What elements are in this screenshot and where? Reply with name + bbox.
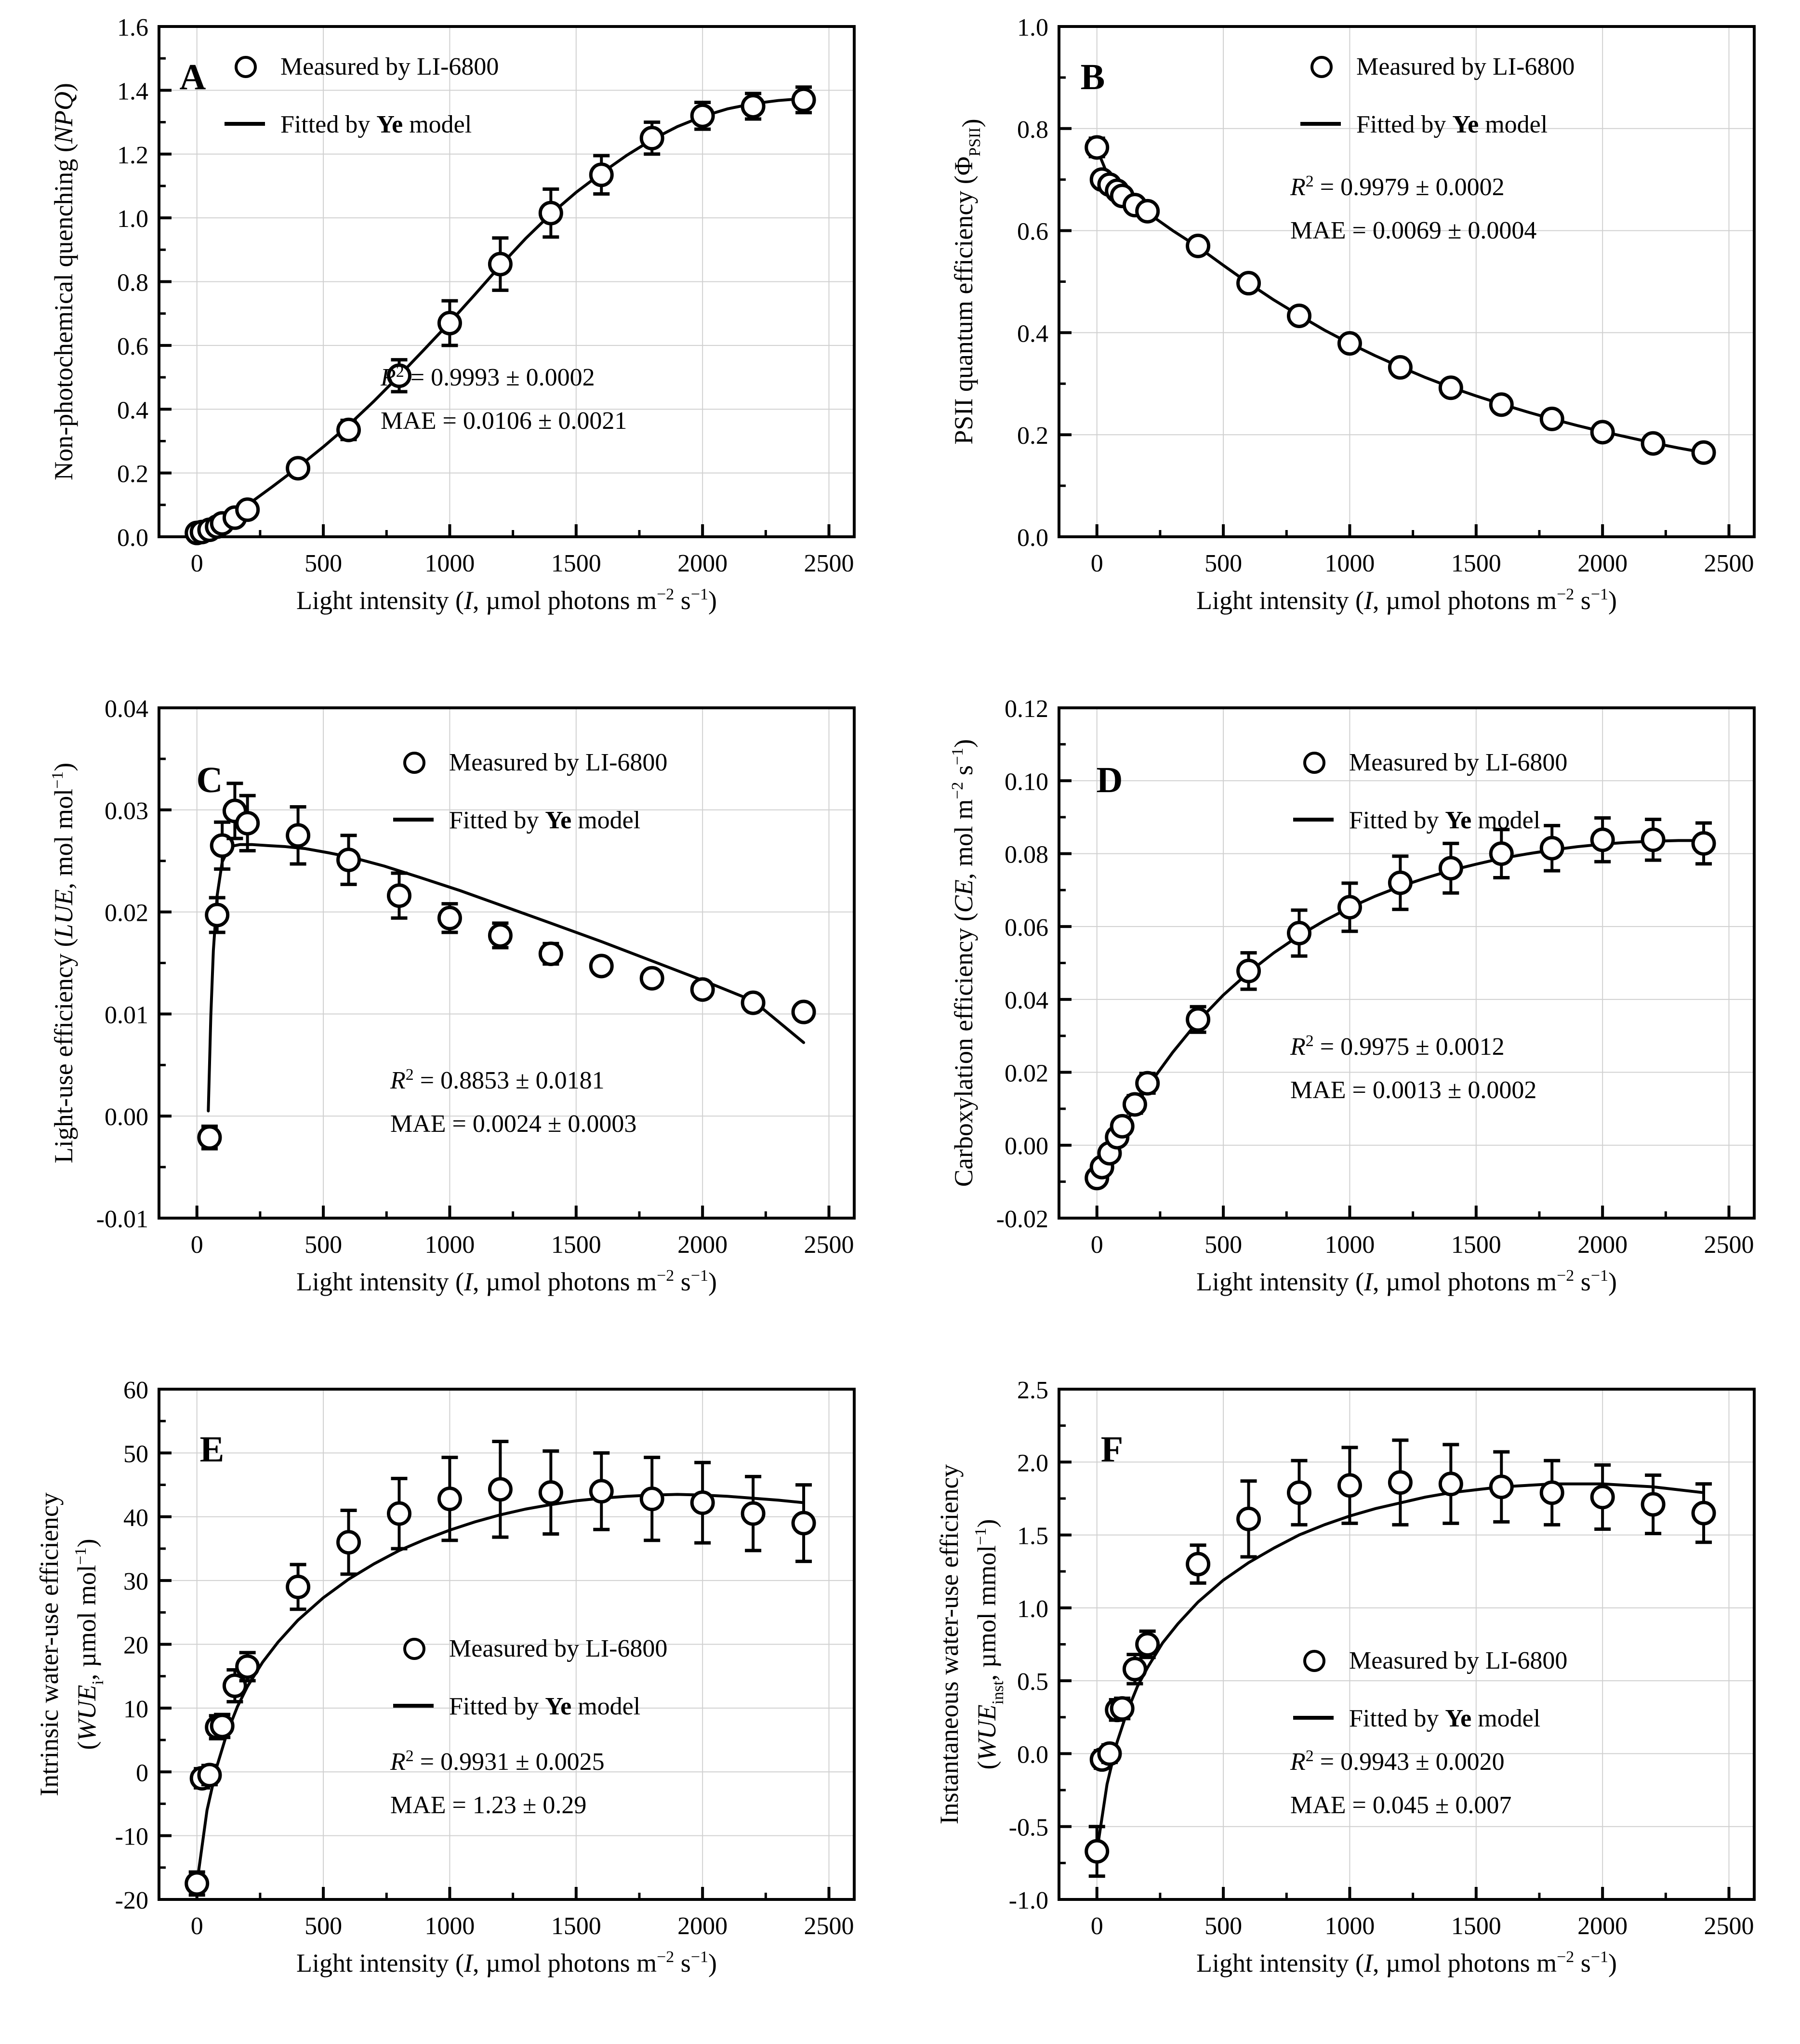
r-squared-text: $R^2 = 0.9993 \pm 0.0002$ xyxy=(381,363,595,391)
y-tick-label: -0.02 xyxy=(996,1206,1048,1233)
axis-ticks xyxy=(1059,708,1729,1218)
data-points xyxy=(1086,818,1714,1188)
legend-label-fitted: Fitted by Ye model xyxy=(1349,1705,1541,1732)
open-circle-marker xyxy=(1339,333,1360,354)
open-circle-marker xyxy=(1390,357,1411,378)
open-circle-marker xyxy=(1137,1073,1158,1094)
open-circle-marker xyxy=(1390,1472,1411,1493)
panel-F xyxy=(900,1363,1800,2044)
y-tick-label: 0.6 xyxy=(117,332,148,360)
y-tick-label: 30 xyxy=(123,1568,148,1596)
open-circle-marker xyxy=(793,89,814,110)
open-circle-marker xyxy=(1491,1476,1512,1498)
open-circle-marker xyxy=(1137,1634,1158,1655)
axis-ticks xyxy=(1059,27,1729,537)
x-tick-label: 1000 xyxy=(424,550,475,577)
open-circle-marker xyxy=(388,885,410,906)
open-circle-marker xyxy=(490,925,511,946)
legend-label-measured: Measured by LI-6800 xyxy=(1349,749,1568,776)
y-axis-title: PSII quantum efficiency $(\Phi_{PSII})$ xyxy=(949,119,986,445)
open-circle-marker xyxy=(1288,922,1310,943)
mae-text: MAE = 0.0024 ± 0.0003 xyxy=(390,1110,637,1138)
open-circle-marker xyxy=(1238,273,1259,294)
panel-A-svg xyxy=(0,0,900,681)
mae-text: MAE = 0.045 ± 0.007 xyxy=(1290,1792,1512,1819)
open-circle-marker xyxy=(1188,1553,1209,1575)
open-circle-marker xyxy=(288,458,309,479)
y-tick-label: -20 xyxy=(115,1887,148,1914)
y-tick-label: 10 xyxy=(123,1695,148,1723)
legend-open-circle-marker-icon xyxy=(1305,753,1324,772)
y-tick-label: 2.0 xyxy=(1017,1449,1048,1477)
x-tick-label: 2500 xyxy=(804,1912,854,1940)
open-circle-marker xyxy=(207,904,228,926)
panel-D-svg xyxy=(900,681,1800,1363)
open-circle-marker xyxy=(439,907,460,929)
x-tick-label: 0 xyxy=(1090,1231,1103,1259)
x-tick-label: 2000 xyxy=(677,1231,728,1259)
x-tick-label: 1500 xyxy=(551,1912,601,1940)
gridlines xyxy=(1059,27,1754,537)
x-tick-label: 500 xyxy=(304,1231,343,1259)
open-circle-marker xyxy=(692,105,713,126)
open-circle-marker xyxy=(1592,829,1613,850)
open-circle-marker xyxy=(1124,1094,1145,1115)
x-tick-label: 500 xyxy=(1204,1912,1243,1940)
open-circle-marker xyxy=(1541,837,1562,859)
x-tick-label: 1500 xyxy=(1451,1231,1501,1259)
y-tick-label: 0.10 xyxy=(1005,768,1048,796)
panel-letter: C xyxy=(196,760,223,800)
open-circle-marker xyxy=(288,1576,309,1597)
y-axis-title-line2: ($WUE_{inst}$, µmol mmol$^{-1}$) xyxy=(972,1519,1007,1770)
stats-annotation xyxy=(390,1747,605,1819)
y-tick-label: 0.02 xyxy=(105,899,148,927)
y-tick-label: 40 xyxy=(123,1504,148,1532)
y-tick-label: 0.0 xyxy=(1017,524,1048,552)
open-circle-marker xyxy=(237,499,258,520)
x-tick-label: 2000 xyxy=(1577,550,1628,577)
x-tick-label: 0 xyxy=(190,1912,203,1940)
open-circle-marker xyxy=(1541,408,1562,429)
y-tick-label: 0.00 xyxy=(105,1103,148,1131)
open-circle-marker xyxy=(1188,235,1209,256)
x-tick-label: 500 xyxy=(304,550,343,577)
gridlines xyxy=(159,708,854,1218)
y-tick-label: 0.03 xyxy=(105,797,148,825)
y-tick-label: 0.8 xyxy=(117,269,148,297)
y-tick-label: 0.6 xyxy=(1017,218,1048,246)
open-circle-marker xyxy=(490,253,511,275)
y-tick-label: 0.5 xyxy=(1017,1668,1048,1696)
stats-annotation xyxy=(1290,1747,1511,1819)
open-circle-marker xyxy=(1124,1659,1145,1680)
x-tick-label: 2000 xyxy=(677,550,728,577)
open-circle-marker xyxy=(1288,305,1310,326)
fitted-curve xyxy=(197,1494,804,1883)
y-tick-label: 1.5 xyxy=(1017,1522,1048,1550)
open-circle-marker xyxy=(1390,872,1411,893)
stats-annotation xyxy=(390,1066,636,1138)
open-circle-marker xyxy=(1440,1473,1461,1495)
x-tick-label: 1500 xyxy=(1451,1912,1501,1940)
y-axis-title-line1: Intrinsic water-use efficiency xyxy=(35,1492,64,1796)
x-tick-label: 0 xyxy=(190,550,203,577)
y-tick-label: 0.2 xyxy=(1017,422,1048,450)
open-circle-marker xyxy=(224,1675,245,1697)
open-circle-marker xyxy=(237,812,258,834)
open-circle-marker xyxy=(591,956,612,977)
x-tick-label: 1000 xyxy=(424,1231,475,1259)
x-tick-label: 2000 xyxy=(1577,1912,1628,1940)
open-circle-marker xyxy=(692,979,713,1000)
legend-label-measured: Measured by LI-6800 xyxy=(449,749,668,776)
y-tick-label: 1.0 xyxy=(1017,1595,1048,1623)
open-circle-marker xyxy=(388,1503,410,1524)
r-squared-text: $R^2 = 0.9979 \pm 0.0002$ xyxy=(1290,173,1505,201)
open-circle-marker xyxy=(1642,829,1664,850)
stats-annotation xyxy=(380,363,627,435)
x-tick-label: 2500 xyxy=(804,1231,854,1259)
x-tick-label: 1000 xyxy=(1324,1912,1375,1940)
open-circle-marker xyxy=(1440,377,1461,398)
open-circle-marker xyxy=(1086,1841,1108,1862)
open-circle-marker xyxy=(1112,1698,1133,1719)
y-tick-label: -1.0 xyxy=(1008,1887,1048,1914)
legend-open-circle-marker-icon xyxy=(236,57,255,77)
open-circle-marker xyxy=(1099,1743,1120,1764)
open-circle-marker xyxy=(540,943,561,964)
gridlines xyxy=(1059,708,1754,1218)
open-circle-marker xyxy=(1541,1482,1562,1503)
x-tick-label: 0 xyxy=(1090,550,1103,577)
y-axis-title-line1: Instantaneous water-use efficiency xyxy=(935,1464,964,1825)
y-tick-label: 1.0 xyxy=(117,205,148,233)
x-axis-title: Light intensity (I, µmol photons $m^{-2}$ $s^{-1}$) xyxy=(1196,1948,1617,1978)
x-tick-label: 1500 xyxy=(551,550,601,577)
open-circle-marker xyxy=(591,1481,612,1502)
x-tick-label: 2000 xyxy=(1577,1231,1628,1259)
y-tick-label: 1.4 xyxy=(117,78,148,106)
y-tick-label: 0.04 xyxy=(105,695,148,723)
open-circle-marker xyxy=(1491,843,1512,864)
plot-frame xyxy=(1059,708,1754,1218)
open-circle-marker xyxy=(1693,442,1714,463)
x-tick-label: 500 xyxy=(304,1912,343,1940)
panel-B-svg xyxy=(900,0,1800,681)
x-tick-label: 500 xyxy=(1204,550,1243,577)
legend xyxy=(393,1635,667,1720)
open-circle-marker xyxy=(1440,858,1461,879)
y-tick-label: 1.6 xyxy=(117,14,148,41)
open-circle-marker xyxy=(1642,1494,1664,1515)
x-tick-label: 1000 xyxy=(1324,1231,1375,1259)
open-circle-marker xyxy=(692,1492,713,1513)
x-tick-label: 0 xyxy=(1090,1912,1103,1940)
open-circle-marker xyxy=(186,1873,208,1894)
x-axis-title: Light intensity (I, µmol photons $m^{-2}$ $s^{-1}$) xyxy=(296,1948,717,1978)
data-points xyxy=(186,1442,814,1895)
y-tick-label: 0.06 xyxy=(1005,914,1048,942)
open-circle-marker xyxy=(338,849,359,871)
open-circle-marker xyxy=(199,1127,220,1148)
legend xyxy=(1300,53,1575,138)
panel-B xyxy=(900,0,1800,681)
tick-labels xyxy=(117,14,854,577)
legend-label-fitted: Fitted by Ye model xyxy=(1356,111,1548,138)
x-tick-label: 2500 xyxy=(1704,550,1754,577)
panel-A xyxy=(0,0,900,681)
r-squared-text: $R^2 = 0.9931 \pm 0.0025$ xyxy=(390,1747,605,1776)
open-circle-marker xyxy=(1592,1487,1613,1508)
x-axis-title: Light intensity (I, µmol photons $m^{-2}$ $s^{-1}$) xyxy=(296,585,717,615)
y-axis-title-line2: ($WUE_i$, µmol mol$^{-1}$) xyxy=(72,1539,107,1750)
x-tick-label: 2500 xyxy=(804,550,854,577)
legend-label-fitted: Fitted by Ye model xyxy=(1349,807,1541,834)
panel-D xyxy=(900,681,1800,1363)
open-circle-marker xyxy=(591,164,612,186)
open-circle-marker xyxy=(1693,1502,1714,1524)
y-tick-label: 0.4 xyxy=(1017,320,1048,348)
open-circle-marker xyxy=(1238,960,1259,982)
open-circle-marker xyxy=(1112,1115,1133,1137)
mae-text: MAE = 0.0106 ± 0.0021 xyxy=(381,407,627,435)
y-tick-label: 0.04 xyxy=(1005,987,1048,1015)
x-tick-label: 1500 xyxy=(551,1231,601,1259)
legend-label-fitted: Fitted by Ye model xyxy=(280,111,472,138)
mae-text: MAE = 0.0013 ± 0.0002 xyxy=(1290,1076,1537,1104)
open-circle-marker xyxy=(1693,833,1714,854)
legend-label-fitted: Fitted by Ye model xyxy=(449,1693,641,1720)
open-circle-marker xyxy=(641,968,662,989)
stats-annotation xyxy=(1290,1032,1536,1104)
open-circle-marker xyxy=(641,128,662,149)
legend xyxy=(225,53,499,138)
legend-open-circle-marker-icon xyxy=(405,1639,424,1659)
open-circle-marker xyxy=(1086,137,1108,158)
plot-frame xyxy=(1059,27,1754,537)
open-circle-marker xyxy=(540,202,561,224)
open-circle-marker xyxy=(237,1656,258,1677)
open-circle-marker xyxy=(1642,433,1664,454)
open-circle-marker xyxy=(641,1488,662,1510)
open-circle-marker xyxy=(199,1765,220,1786)
y-tick-label: 0.12 xyxy=(1005,695,1048,723)
y-tick-label: 0.0 xyxy=(117,524,148,552)
y-tick-label: 2.5 xyxy=(1017,1377,1048,1404)
legend-label-measured: Measured by LI-6800 xyxy=(280,53,499,80)
open-circle-marker xyxy=(1238,1508,1259,1529)
x-tick-label: 2500 xyxy=(1704,1912,1754,1940)
legend-label-measured: Measured by LI-6800 xyxy=(1349,1647,1568,1674)
open-circle-marker xyxy=(439,313,460,334)
y-tick-label: -0.5 xyxy=(1008,1814,1048,1842)
x-tick-label: 0 xyxy=(190,1231,203,1259)
y-tick-label: 0.8 xyxy=(1017,116,1048,144)
x-tick-label: 1000 xyxy=(1324,550,1375,577)
open-circle-marker xyxy=(540,1482,561,1503)
x-axis-title: Light intensity (I, µmol photons $m^{-2}$ $s^{-1}$) xyxy=(1196,585,1617,615)
panel-F-svg xyxy=(900,1363,1800,2044)
mae-text: MAE = 0.0069 ± 0.0004 xyxy=(1290,217,1537,244)
open-circle-marker xyxy=(1137,200,1158,222)
legend-open-circle-marker-icon xyxy=(1312,57,1331,77)
legend xyxy=(1293,749,1567,834)
legend xyxy=(1293,1647,1567,1732)
panel-C xyxy=(0,681,900,1363)
y-tick-label: 0.4 xyxy=(117,397,148,425)
panel-letter: A xyxy=(179,57,206,97)
open-circle-marker xyxy=(1592,422,1613,443)
open-circle-marker xyxy=(338,419,359,440)
data-points xyxy=(186,87,814,544)
panel-C-svg xyxy=(0,681,900,1363)
plot-frame xyxy=(159,708,854,1218)
r-squared-text: $R^2 = 0.8853 \pm 0.0181$ xyxy=(390,1066,605,1094)
y-axis-title: Carboxylation efficiency (CE, mol $m^{-2}$ $s^{-1}$) xyxy=(949,739,978,1187)
y-tick-label: 0.02 xyxy=(1005,1060,1048,1088)
panel-letter: D xyxy=(1096,760,1123,800)
stats-annotation xyxy=(1290,173,1536,244)
open-circle-marker xyxy=(1339,897,1360,918)
open-circle-marker xyxy=(742,1503,764,1524)
open-circle-marker xyxy=(212,1715,233,1737)
mae-text: MAE = 1.23 ± 0.29 xyxy=(390,1792,587,1819)
legend-open-circle-marker-icon xyxy=(405,753,424,772)
legend-label-measured: Measured by LI-6800 xyxy=(449,1635,668,1662)
open-circle-marker xyxy=(490,1479,511,1500)
x-tick-label: 2000 xyxy=(677,1912,728,1940)
x-tick-label: 500 xyxy=(1204,1231,1243,1259)
panel-E xyxy=(0,1363,900,2044)
x-axis-title: Light intensity (I, µmol photons $m^{-2}$ $s^{-1}$) xyxy=(296,1267,717,1296)
legend-open-circle-marker-icon xyxy=(1305,1651,1324,1671)
y-tick-label: 50 xyxy=(123,1440,148,1468)
open-circle-marker xyxy=(793,1001,814,1022)
open-circle-marker xyxy=(1339,1475,1360,1496)
y-tick-label: -10 xyxy=(115,1823,148,1851)
legend-label-measured: Measured by LI-6800 xyxy=(1356,53,1575,80)
tick-labels xyxy=(1017,14,1754,577)
y-tick-label: 20 xyxy=(123,1632,148,1659)
panel-letter: E xyxy=(199,1429,225,1470)
open-circle-marker xyxy=(338,1532,359,1553)
y-axis-title: Light-use efficiency (LUE, mol mol$^{-1}$) xyxy=(49,762,78,1164)
y-tick-label: -0.01 xyxy=(96,1206,148,1233)
y-tick-label: 60 xyxy=(123,1377,148,1404)
open-circle-marker xyxy=(1491,394,1512,415)
y-tick-label: 0.08 xyxy=(1005,841,1048,869)
axis-ticks xyxy=(159,708,829,1218)
y-tick-label: 1.2 xyxy=(117,141,148,169)
open-circle-marker xyxy=(742,992,764,1013)
panel-letter: B xyxy=(1080,57,1105,97)
open-circle-marker xyxy=(1288,1482,1310,1503)
y-tick-label: 0.01 xyxy=(105,1001,148,1029)
y-tick-label: 0.2 xyxy=(117,460,148,488)
open-circle-marker xyxy=(742,95,764,117)
y-tick-label: 0 xyxy=(136,1759,148,1787)
x-tick-label: 1000 xyxy=(424,1912,475,1940)
y-tick-label: 1.0 xyxy=(1017,14,1048,41)
open-circle-marker xyxy=(1188,1009,1209,1030)
r-squared-text: $R^2 = 0.9943 \pm 0.0020$ xyxy=(1290,1747,1505,1776)
panel-E-svg xyxy=(0,1363,900,2044)
r-squared-text: $R^2 = 0.9975 \pm 0.0012$ xyxy=(1290,1032,1505,1061)
y-tick-label: 0.0 xyxy=(1017,1741,1048,1769)
panel-letter: F xyxy=(1100,1429,1124,1470)
x-axis-title: Light intensity (I, µmol photons $m^{-2}$ $s^{-1}$) xyxy=(1196,1267,1617,1296)
open-circle-marker xyxy=(288,825,309,846)
y-tick-label: 0.00 xyxy=(1005,1132,1048,1160)
x-tick-label: 1500 xyxy=(1451,550,1501,577)
legend-label-fitted: Fitted by Ye model xyxy=(449,807,641,834)
y-axis-title: Non-photochemical quenching (NPQ) xyxy=(49,83,78,480)
open-circle-marker xyxy=(439,1488,460,1510)
open-circle-marker xyxy=(793,1513,814,1534)
x-tick-label: 2500 xyxy=(1704,1231,1754,1259)
legend xyxy=(393,749,667,834)
